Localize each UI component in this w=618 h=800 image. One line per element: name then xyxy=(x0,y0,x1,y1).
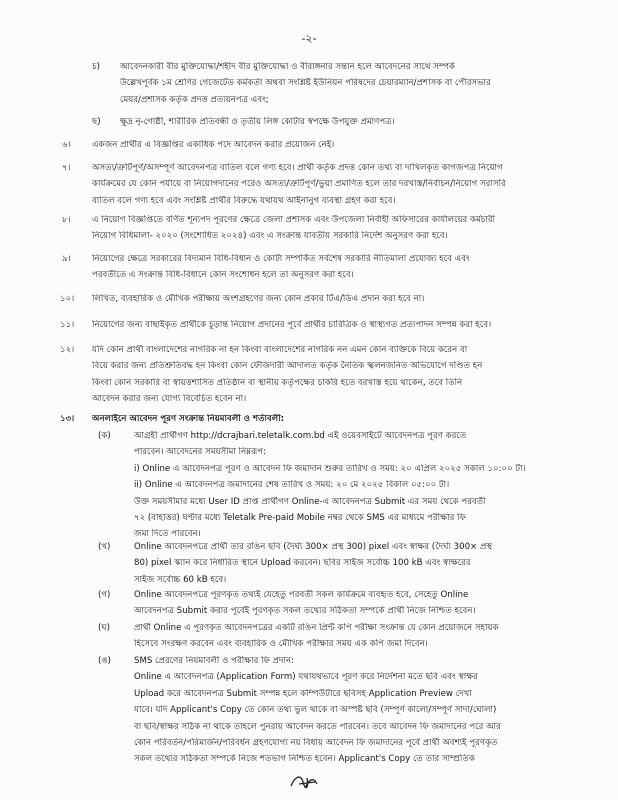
clause-text-line: Upload করে আবেদনপত্র Submit সম্পন্ন হলে কম্পিউটারে ছবিসহ Application Preview দেখা xyxy=(134,688,472,699)
clause-text-line: হিসেবে সংরক্ষণ করবেন এবং ব্যবহারিক ও মৌখিক পরীক্ষার সময় এক কপি জমা দিবেন। xyxy=(134,639,428,650)
clause-text-line: সকল তথ্যের সঠিকতা সম্পর্কে নিজে শতভাগ নিশ্চিত হবেন। Applicant's Copy তে তার সাম্প্রতিক xyxy=(134,754,475,765)
clause-text-line: বিয়ে করার জন্য প্রতিশ্রুতিবদ্ধ হন কিংবা কোন ফৌজদারী আদালত কর্তৃক নৈতিক স্খলনজনিত অভিযোগে দণ্ডিত হন xyxy=(92,361,483,372)
clause-text-line: নিয়োগের জন্য বাছাইকৃত প্রার্থীকে চূড়ান্ত নিয়োগ প্রদানের পূর্বে প্রার্থীর চারিত্রিক ও স্বাস্থ্যগত প্রত্যপাদন সম্পন্ন করা হবে। xyxy=(92,320,492,330)
clause-number: ৯। xyxy=(62,254,71,264)
clause-text-line: লিখিত, ব্যবহারিক ও মৌখিক পরীক্ষায় অংশগ্রহণের জন্য কোন প্রকার টিএ/ডিএ প্রদান করা হবে না। xyxy=(92,294,425,304)
clause-number: ৭। xyxy=(62,163,71,173)
clause-number: ১১। xyxy=(60,320,75,330)
clause-text-line: i) Online এ আবেদনপত্র পূরণ ও আবেদন ফি জমাদান শুরুর তারিখ ও সময়: ২০ এপ্রিল ২০২৫ সকাল ১০:০০ টা। xyxy=(134,463,526,474)
clause-text-line: যদি কোন প্রার্থী বাংলাদেশের নাগরিক না হন কিংবা বাংলাদেশের নাগরিক নন এমন কোন ব্যক্তিকে বিয়ে করেন বা xyxy=(92,345,468,355)
clause-number: (ঙ) xyxy=(98,656,112,666)
page-number: -২- xyxy=(301,32,317,45)
signature-mark xyxy=(285,770,325,794)
clause-number: ১২। xyxy=(60,345,75,355)
clause-text-line: মেয়র/প্রশাসক কর্তৃক প্রদত্ত প্রত্যয়নপত্র এবং; xyxy=(120,94,269,105)
clause-text-line: একজন প্রার্থীর এ বিজ্ঞপ্তির একাধিক পদে আবেদন করার প্রয়োজন নেই। xyxy=(92,140,335,150)
clause-text-line: নিয়োগ বিধিমালা- ২০২০ (সংশোধিত ২০২৪) এবং এ সংক্রান্ত যাবতীয় সরকারি নির্দেশ অনুসরণ করা হবে। xyxy=(92,231,448,242)
clause-text-line: এ নিয়োগ বিজ্ঞপ্তিতে বর্ণিত শূন্যপদ পূরণের ক্ষেত্রে জেলা প্রশাসক এবং উপজেলা নির্বাহী অফিসারের কার্যালয়ের কর্মচারী xyxy=(92,215,496,225)
clause-text-line: আবেদনকারী বীর মুক্তিযোদ্ধা/শহীদ বীর মুক্তিযোদ্ধা ও বীরাঙ্গনার সন্তান হলে আবেদনের সাথে সম্পর্ক xyxy=(120,62,455,72)
clause-number: (খ) xyxy=(98,542,111,552)
clause-text-line: কার্যক্রমের যে কোন পর্যায়ে বা নিয়োগদানের পরেও অসত্য/ত্রুটিপূর্ণ/ভুয়া প্রমাণিত হলে তার দরখাস্ত/নির্বাচন/নিয়োগ সরাসরি xyxy=(92,179,506,190)
clause-number: (ক) xyxy=(98,431,111,441)
clause-text-line: Online আবেদনপত্রে পূরণকৃত তথ্যই যেহেতু পরবর্তী সকল কার্যক্রমে ব্যবহৃত হবে, সেহেতু Online xyxy=(134,590,469,600)
clause-text-line: জমা দিতে পারবেন। xyxy=(134,529,201,540)
clause-text-line: SMS প্রেরণের নিয়মাবলী ও পরীক্ষার ফি প্রদান: xyxy=(134,656,294,666)
clause-number: চ) xyxy=(92,62,100,72)
clause-text-line: আবেদন করার জন্য যোগ্য বিবেচিত হবেন না। xyxy=(92,394,247,405)
clause-text-line: প্রার্থী Online এ পূরণকৃত আবেদনপত্রের একটি রঙিন প্রিন্ট কপি পরীক্ষা সংক্রান্ত যে কোন প্রয়োজনে সহায়ক xyxy=(134,623,499,633)
clause-number: ৮। xyxy=(62,215,71,225)
clause-text-line: ৭২ (বাহাত্তর) ঘণ্টার মধ্যে Teletalk Pre-paid Mobile নম্বর থেকে SMS এর মাধ্যমে পরীক্ষার ফি xyxy=(134,513,466,523)
clause-text-line: পারবেন। আবেদনের সময়সীমা নিম্নরূপ: xyxy=(134,447,267,458)
clause-text-line: উল্লেখপূর্বক ১ম শ্রেণির গেজেটেড কর্মকর্তা অথবা সংশ্লিষ্ট ইউনিয়ন পরিষদের চেয়ারম্যান/প্রশাসক বা পৌরসভার xyxy=(120,78,491,89)
clause-text-line: Online এ আবেদনপত্র (Application Form) যথাযথভাবে পূরণ করে নির্দেশনা মতে ছবি এবং স্বাক্ষর xyxy=(134,672,478,683)
clause-text-line: যাবে। যদি Applicant's Copy তে কোন তথ্য ভুল থাকে বা অস্পষ্ট ছবি (সম্পূর্ণ কালো/সম্পূর্ণ সাদা/ঘোলা) xyxy=(134,705,497,716)
clause-text-line: আগ্রহী প্রার্থীগণ http://dcrajbari.teletalk.com.bd এই ওয়েবসাইটে আবেদনপত্র পূরণ করতে xyxy=(134,431,467,441)
clause-text-line: পরবর্তীতে এ সংক্রান্ত বিধি-বিধানে কোন সংশোধন হলে তা অনুসরণ করা হবে। xyxy=(92,270,354,281)
clause-text-line: নিয়োগের ক্ষেত্রে সরকারের বিদ্যমান বিধি-বিধান ও কোটা সম্পর্কিত সর্বশেষ সরকারি নীতিমালা প্রযোজ্য হবে এবং xyxy=(92,254,470,264)
clause-text-line: বাতিল বলে গণ্য হবে এবং সংশ্লিষ্ট প্রার্থীর বিরুদ্ধে যথাযথ আইনানুগ ব্যবস্থা গ্রহণ করা হবে। xyxy=(92,195,396,206)
clause-number: ১৩। xyxy=(60,414,75,424)
clause-text-line: কোন পরিবর্তন/পরিমার্জন/পরিবর্ধন গ্রহণযোগ্য নয় বিধায় আবেদন ফি জমাদানের পূর্বে প্রার্থী অবশ্যই পূরণকৃত xyxy=(134,738,498,748)
clause-text-line: কিংবা কোন সরকারি বা স্বায়ত্তশাসিত প্রতিষ্ঠান বা স্থানীয় কর্তৃপক্ষের চাকরি হতে বরখাস্ত হয়ে থাকেন, তবে তিনি xyxy=(92,377,463,388)
clause-text-line: ক্ষুদ্র নৃ-গোষ্ঠী, শারীরিক প্রতিবন্ধী ও তৃতীয় লিঙ্গ কোটার স্বপক্ষে উপযুক্ত প্রমাণপত্র। xyxy=(120,117,395,127)
clause-text-line: আবেদনপত্র Submit করার পূর্বেই পূরণকৃত সকল তথ্যের সঠিকতা সম্পর্কে প্রার্থী নিজে নিশ্চিত হবেন। xyxy=(134,606,476,617)
clause-text-line: অসত্য/ত্রুটিপূর্ণ/অসম্পূর্ণ আবেদনপত্র বাতিল বলে গণ্য হবে। প্রার্থী কর্তৃক প্রদত্ত কোন তথ্য বা দাখিলকৃত কাগজপত্র নিয়োগ xyxy=(92,163,503,173)
clause-number: (গ) xyxy=(98,590,111,600)
clause-text-line: 80) pixel স্ক্যান করে নির্ধারিত স্থানে Upload করবেন। ছবির সাইজ সর্বোচ্চ 100 kB এবং স্বাক্ষরের xyxy=(134,558,471,569)
clause-text-line: Online আবেদনপত্রে প্রার্থী তার রঙিন ছবি (দৈর্ঘ্য 300× প্রস্থ 300) pixel এবং স্বাক্ষর (দৈর্ঘ্য 300× প্রস্থ xyxy=(134,542,493,552)
clause-number: ১০। xyxy=(60,294,75,304)
clause-text-line: বা ছবি/স্বাক্ষর সঠিক না থাকে তাহলে পুনরায় আবেদন করতে পারবেন। তবে আবেদন ফি জমাদানের পরে আর xyxy=(134,721,501,732)
clause-number: ৬। xyxy=(62,140,71,150)
clause-number: ছ) xyxy=(92,117,101,127)
clause-text-line: ii) Online এ আবেদনপত্র জমাদানের শেষ তারিখ ও সময়: ২০ মে ২০২৫ বিকাল ০৫:০০ টা। xyxy=(134,480,450,491)
clause-number: (ঘ) xyxy=(98,623,111,633)
clause-text-line: অনলাইনে আবেদন পূরণ সংক্রান্ত নিয়মাবলী ও শর্তাবলী: xyxy=(92,414,285,424)
clause-text-line: উক্ত সময়সীমার মধ্যে User ID প্রাপ্ত প্রার্থীগণ Online-এ আবেদনপত্র Submit এর সময় থেকে পরবর্তী xyxy=(134,496,486,507)
clause-text-line: সাইজ সর্বোচ্চ 60 kB হবে। xyxy=(134,574,227,585)
